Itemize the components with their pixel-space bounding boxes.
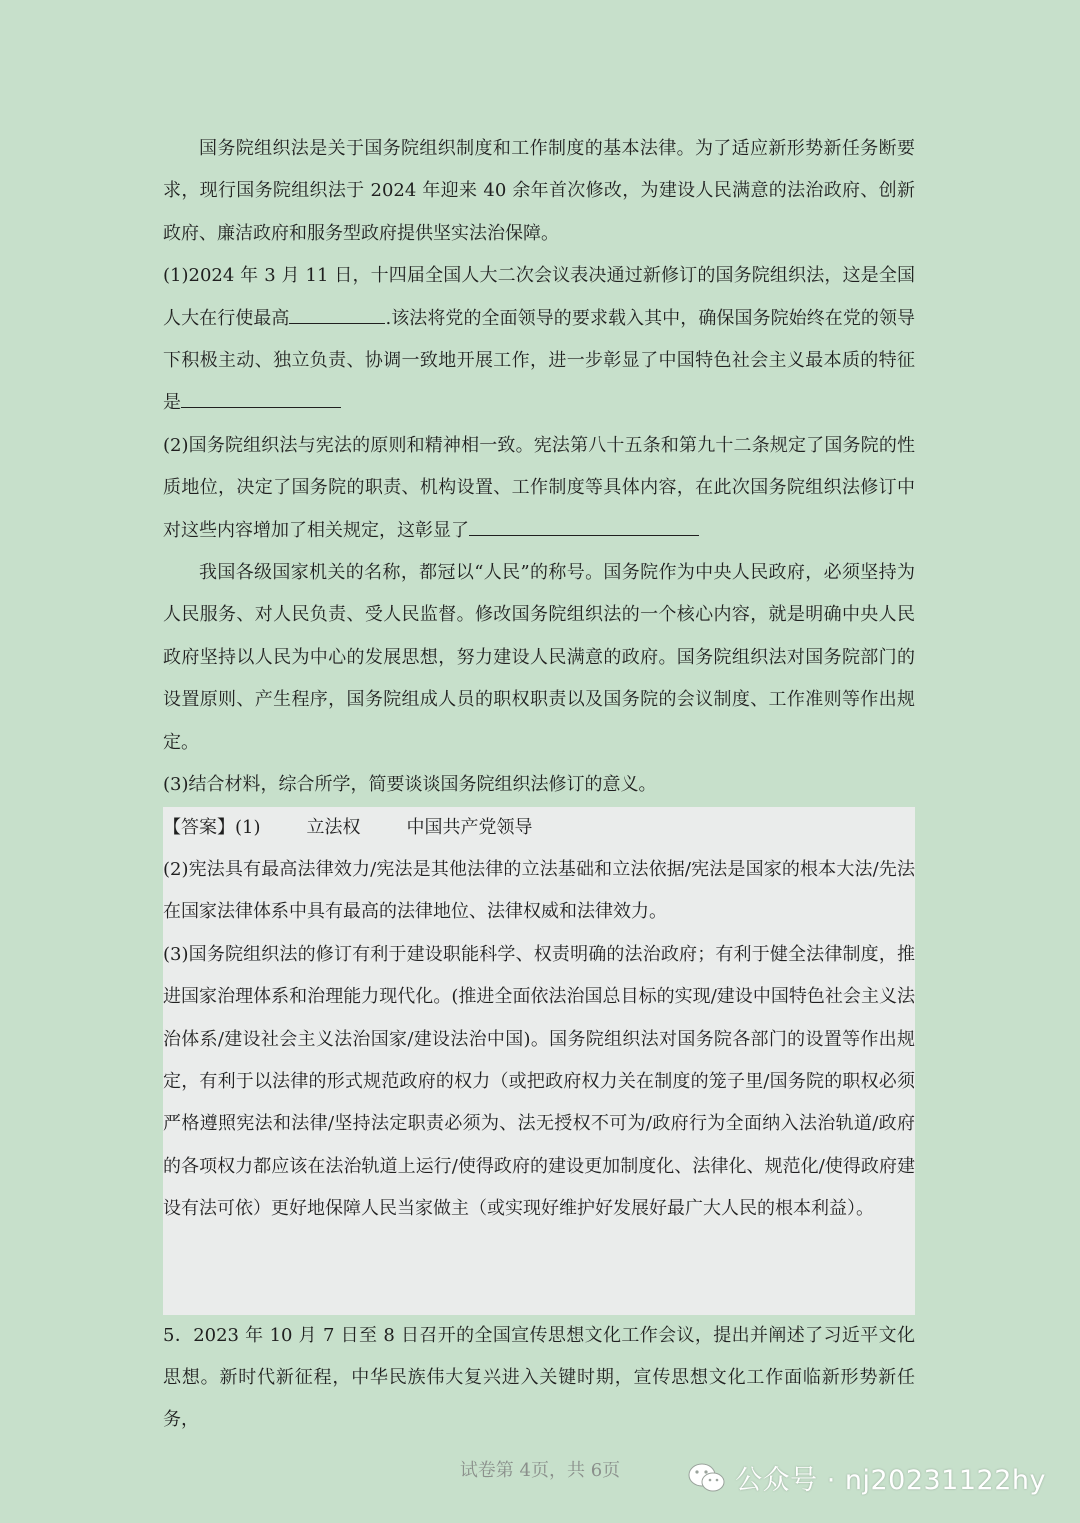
intro-paragraph: 国务院组织法是关于国务院组织制度和工作制度的基本法律。为了适应新形势新任务断要求，现行国务院组织法于 2024 年迎来 40 余年首次修改，为建设人民满意的法治政府、创新政府、廉洁政府和服务型政府提供坚实法治保障。 [163, 138, 915, 244]
material-paragraph-2: 我国各级国家机关的名称，都冠以“人民”的称号。国务院作为中央人民政府，必须坚持为人民服务、对人民负责、受人民监督。修改国务院组织法的一个核心内容，就是明确中央人民政府坚持以人民为中心的发展思想，努力建设人民满意的政府。国务院组织法对国务院部门的设置原则、产生程序，国务院组成人员的职权职责以及国务院的会议制度、工作准则等作出规定。 [163, 562, 915, 753]
answer-1-second: 中国共产党领导 [406, 816, 533, 838]
answer-1-first: 立法权 [306, 816, 361, 838]
question-5: 5．2023 年 10 月 7 日至 8 日召开的全国宣传思想文化工作会议，提出并阐述了习近平文化思想。新时代新征程，中华民族伟大复兴进入关键时期，宣传思想文化工作面临新形势新任务， [163, 1324, 915, 1431]
question-1-part-2: .该法将党的全面领导的要求载入其中，确保国务院始终在党的领导下积极主动、独立负责、协调一致地开展工作，进一步彰显了中国特色社会主义最本质的特征是 [163, 307, 916, 414]
question-2-text: (2)国务院组织法与宪法的原则和精神相一致。宪法第八十五条和第九十二条规定了国务院的性质地位，决定了国务院的职责、机构设置、工作制度等具体内容，在此次国务院组织法修订中对这些内容增加了相关规定，这彰显了 [163, 434, 915, 541]
page-footer: 试卷第 4页，共 6页 [459, 1460, 621, 1481]
question-2 [163, 425, 915, 552]
answer-section [163, 807, 915, 1315]
answer-3: (3)国务院组织法的修订有利于建设职能科学、权责明确的法治政府；有利于健全法律制度，推进国家治理体系和治理能力现代化。(推进全面依法治国总目标的实现/建设中国特色社会主义法治体系/建设社会主义法治国家/建设法治中国)。国务院组织法对国务院各部门的设置等作出规定，有利于以法律的形式规范政府的权力（或把政府权力关在制度的笼子里/国务院的职权必须严格遵照宪法和法律/坚持法定职责必须为、法无授权不可为/政府行为全面纳入法治轨道/政府的各项权力都应该在法治轨道上运行/使得政府的建设更加制度化、法律化、规范化/使得政府建设有法可依）更好地保障人民当家做主（或实现好维护好发展好最广大人民的根本利益）。 [163, 943, 915, 1220]
watermark-text: 公众号 · nj20231122hy [735, 1465, 1046, 1496]
answer-1 [163, 807, 915, 849]
question-1-part-1: (1)2024 年 3 月 11 日，十四届全国人大二次会议表决通过新修订的国务院组织法，这是全国人大在行使最高 [163, 265, 915, 329]
question-1 [163, 255, 915, 425]
question-3: (3)结合材料，综合所学，简要谈谈国务院组织法修订的意义。 [163, 774, 657, 796]
answer-blank-3[interactable] [469, 513, 699, 536]
answer-label: 【答案】(1) [163, 816, 261, 838]
answer-blank-1[interactable] [289, 301, 385, 324]
answer-blank-2[interactable] [181, 385, 341, 408]
wechat-icon [687, 1461, 727, 1495]
watermark [687, 1458, 1046, 1497]
document-body [163, 128, 915, 1442]
answer-2: (2)宪法具有最高法律效力/宪法是其他法律的立法基础和立法依据/宪法是国家的根本大法/先法在国家法律体系中具有最高的法律地位、法律权威和法律效力。 [163, 858, 915, 923]
